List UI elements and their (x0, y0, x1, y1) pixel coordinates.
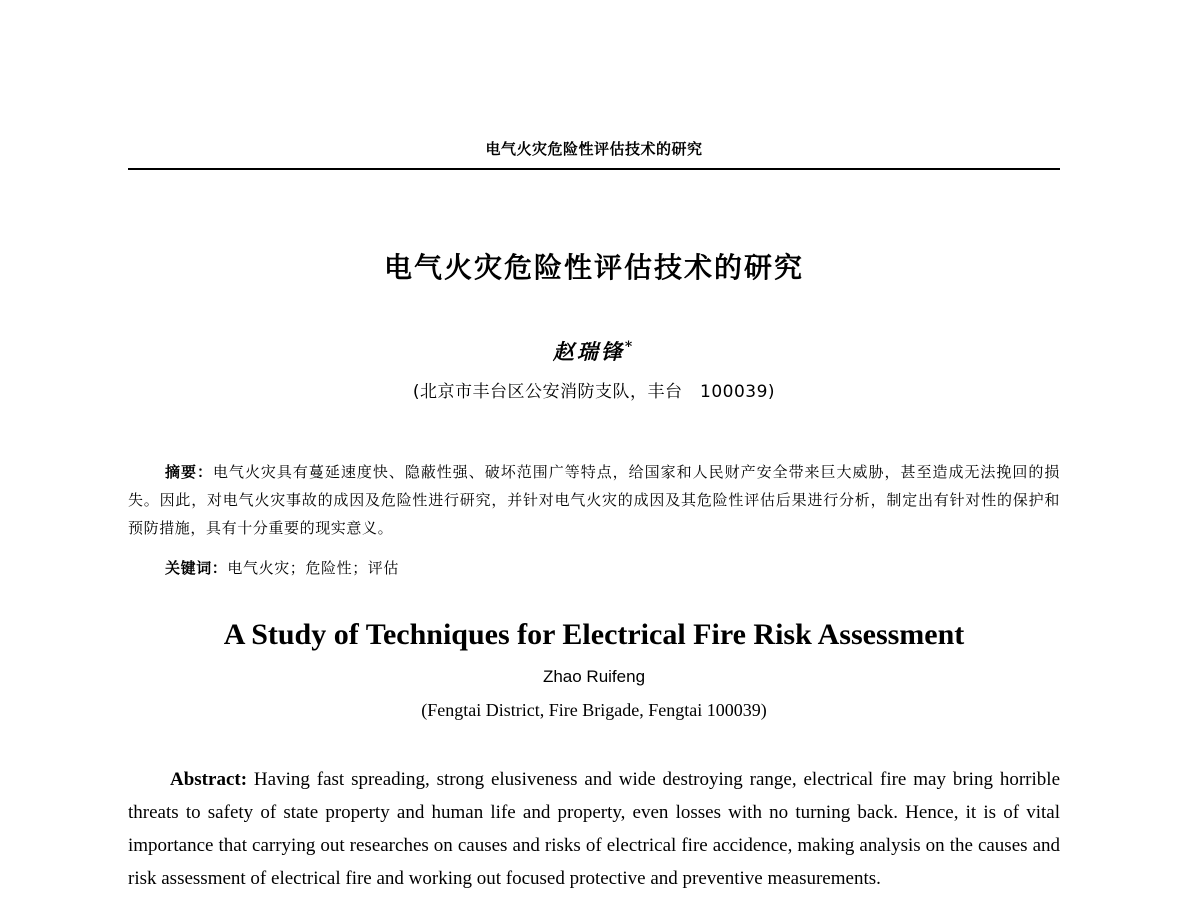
affiliation-english: (Fengtai District, Fire Brigade, Fengtai 100039) (421, 700, 767, 720)
abstract-english (128, 763, 1060, 895)
running-title: 电气火灾危险性评估技术的研究 (485, 140, 703, 158)
author-footnote-mark: * (624, 339, 636, 355)
author-english: Zhao Ruifeng (542, 667, 646, 686)
affiliation-chinese: (北京市丰台区公安消防支队，丰台 100039) (412, 382, 776, 402)
title-english: A Study of Techniques for Electrical Fire Risk Assessment (223, 618, 965, 651)
abstract-chinese-label: 摘要： (165, 463, 213, 481)
abstract-chinese (128, 458, 1060, 542)
keywords-chinese-text: 电气火灾；危险性；评估 (227, 559, 400, 577)
title-chinese: 电气火灾危险性评估技术的研究 (383, 251, 804, 284)
abstract-chinese-text: 电气火灾具有蔓延速度快、隐蔽性强、破坏范围广等特点，给国家和人民财产安全带来巨大威胁，甚至造成无法挽回的损失。因此，对电气火灾事故的成因及危险性进行研究，并针对电气火灾的成因及其危险性评估后果进行分析，制定出有针对性的保护和预防措施，具有十分重要的现实意义。 (128, 463, 1060, 537)
abstract-english-text: Having fast spreading, strong elusiveness and wide destroying range, electrical fire may bring horrible threats to safety of state property and human life and property, even losses with no turning back. Hence, it is of vital importance that carrying out researches on causes and risks of electrical fire accidence, making analysis on the causes and risk assessment of electrical fire and working out focused protective and preventive measurements. (128, 769, 1060, 889)
header-rule (128, 168, 1060, 170)
keywords-chinese (165, 554, 1060, 582)
author-name-chinese: 赵瑞锋 (552, 339, 625, 364)
author-chinese (128, 336, 1060, 366)
abstract-english-label: Abstract: (170, 769, 248, 790)
keywords-chinese-label: 关键词： (165, 559, 228, 577)
